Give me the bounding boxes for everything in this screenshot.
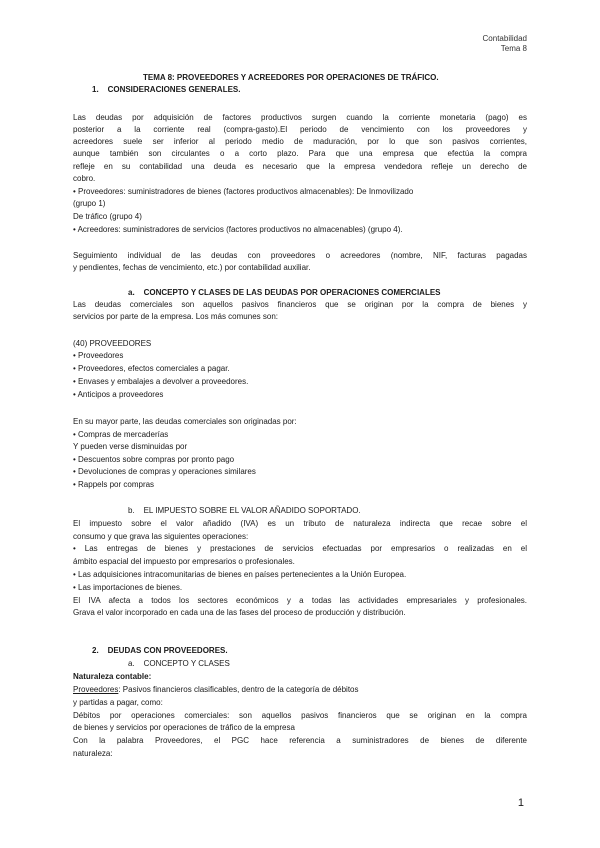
s1-p2-line: y pendientes, fechas de vencimiento, etc.) por contabilidad auxiliar. <box>73 263 311 272</box>
s2-line: Con la palabra Proveedores, el PGC hace referencia a suministradores de bienes de diferente <box>73 736 527 745</box>
section-1a-heading: a. CONCEPTO Y CLASES DE LAS DEUDAS POR OPERACIONES COMERCIALES <box>128 288 441 297</box>
s2-line: naturaleza: <box>73 749 113 758</box>
s1-bullet-line: De tráfico (grupo 4) <box>73 212 142 221</box>
s1-p1-line: posterior a la corriente real (compra-gasto).El periodo de vencimiento con los proveedores y <box>73 125 527 134</box>
nature-heading: Naturaleza contable: <box>73 672 152 681</box>
s1a-intro-line: servicios por parte de la empresa. Los más comunes son: <box>73 312 278 321</box>
s1-p2-line: Seguimiento individual de las deudas con proveedores o acreedores (nombre, NIF, facturas pagadas <box>73 251 527 260</box>
s1-p1-line: refleje en su contabilidad una deuda es necesario que la empresa vendedora refleje un derecho de <box>73 162 527 171</box>
header-topic: Tema 8 <box>500 44 527 53</box>
s1b-line: • Las adquisiciones intracomunitarias de bienes en países pertenecientes a la Unión Europea. <box>73 570 407 579</box>
s1-bullet-line: • Acreedores: suministradores de servicios (factores productivos no almacenables) (grupo 4). <box>73 225 403 234</box>
s1a-list2-item: • Descuentos sobre compras por pronto pago <box>73 455 235 464</box>
s2-line: y partidas a pagar, como: <box>73 698 163 707</box>
page-title: TEMA 8: PROVEEDORES Y ACREEDORES POR OPERACIONES DE TRÁFICO. <box>143 73 439 82</box>
s1b-line: • Las importaciones de bienes. <box>73 583 183 592</box>
s1a-list2-item: • Devoluciones de compras y operaciones similares <box>73 467 256 476</box>
s1a-list2-item: En su mayor parte, las deudas comerciales son originadas por: <box>73 417 297 426</box>
s1a-intro-line: Las deudas comerciales son aquellos pasivos financieros que se originan por la compra de bienes y <box>73 300 527 309</box>
section-2-heading: 2. DEUDAS CON PROVEEDORES. <box>92 646 228 655</box>
section-1b-heading: b. EL IMPUESTO SOBRE EL VALOR AÑADIDO SOPORTADO. <box>128 506 361 515</box>
s1a-list1-item: • Envases y embalajes a devolver a proveedores. <box>73 377 249 386</box>
s2-line: de bienes y servicios por operaciones de tráfico de la empresa <box>73 723 295 732</box>
s1b-line: • Las entregas de bienes y prestaciones de servicios efectuadas por empresarios o realizadas en el <box>73 544 527 553</box>
s1-bullet-line: • Proveedores: suministradores de bienes (factores productivos almacenables): De Inmovilizado <box>73 187 414 196</box>
s1a-list1-item: (40) PROVEEDORES <box>73 339 152 348</box>
s1-p1-line: aunque también son circulantes o a corto plazo. Para que una empresa que efectúa la compra <box>73 149 527 158</box>
page-number: 1 <box>517 797 524 809</box>
proveedores-def-text: : Pasivos financieros clasificables, dentro de la categoría de débitos <box>118 685 359 694</box>
s1b-line: ámbito espacial del impuesto por empresarios o profesionales. <box>73 557 295 566</box>
s1a-list1-item: • Proveedores, efectos comerciales a pagar. <box>73 364 230 373</box>
running-header <box>483 34 527 54</box>
s1a-list1-item: • Anticipos a proveedores <box>73 390 164 399</box>
s1b-line: consumo y que grava las siguientes operaciones: <box>73 532 249 541</box>
proveedores-definition <box>73 684 359 695</box>
s1-p1-line: Las deudas por adquisición de factores productivos surgen cuando la corriente monetaria (pago) es <box>73 113 527 122</box>
s1-p1-line: acreedores suele ser inferior al periodo medio de maduración, por lo que son pasivos corrientes, <box>73 137 527 146</box>
s1b-line: El IVA afecta a todos los sectores económicos y a todas las actividades empresariales y profesionales. <box>73 596 527 605</box>
s2-line: Débitos por operaciones comerciales: son aquellos pasivos financieros que se originan en la compra <box>73 711 527 720</box>
s1-bullet-line: (grupo 1) <box>73 199 106 208</box>
s1b-line: Grava el valor incorporado en cada una de las fases del proceso de producción y distribución. <box>73 608 406 617</box>
s1b-line: El impuesto sobre el valor añadido (IVA) es un tributo de naturaleza indirecta que recae sobre el <box>73 519 527 528</box>
s1a-list1-item: • Proveedores <box>73 351 124 360</box>
s1a-list2-item: • Compras de mercaderías <box>73 430 169 439</box>
section-1-heading: 1. CONSIDERACIONES GENERALES. <box>92 85 241 94</box>
header-subject: Contabilidad <box>482 34 527 43</box>
section-2a-heading: a. CONCEPTO Y CLASES <box>128 659 230 668</box>
proveedores-term: Proveedores <box>73 685 119 694</box>
s1a-list2-item: • Rappels por compras <box>73 480 155 489</box>
s1-p1-line: cobro. <box>73 174 96 183</box>
s1a-list2-item: Y pueden verse disminuidas por <box>73 442 188 451</box>
